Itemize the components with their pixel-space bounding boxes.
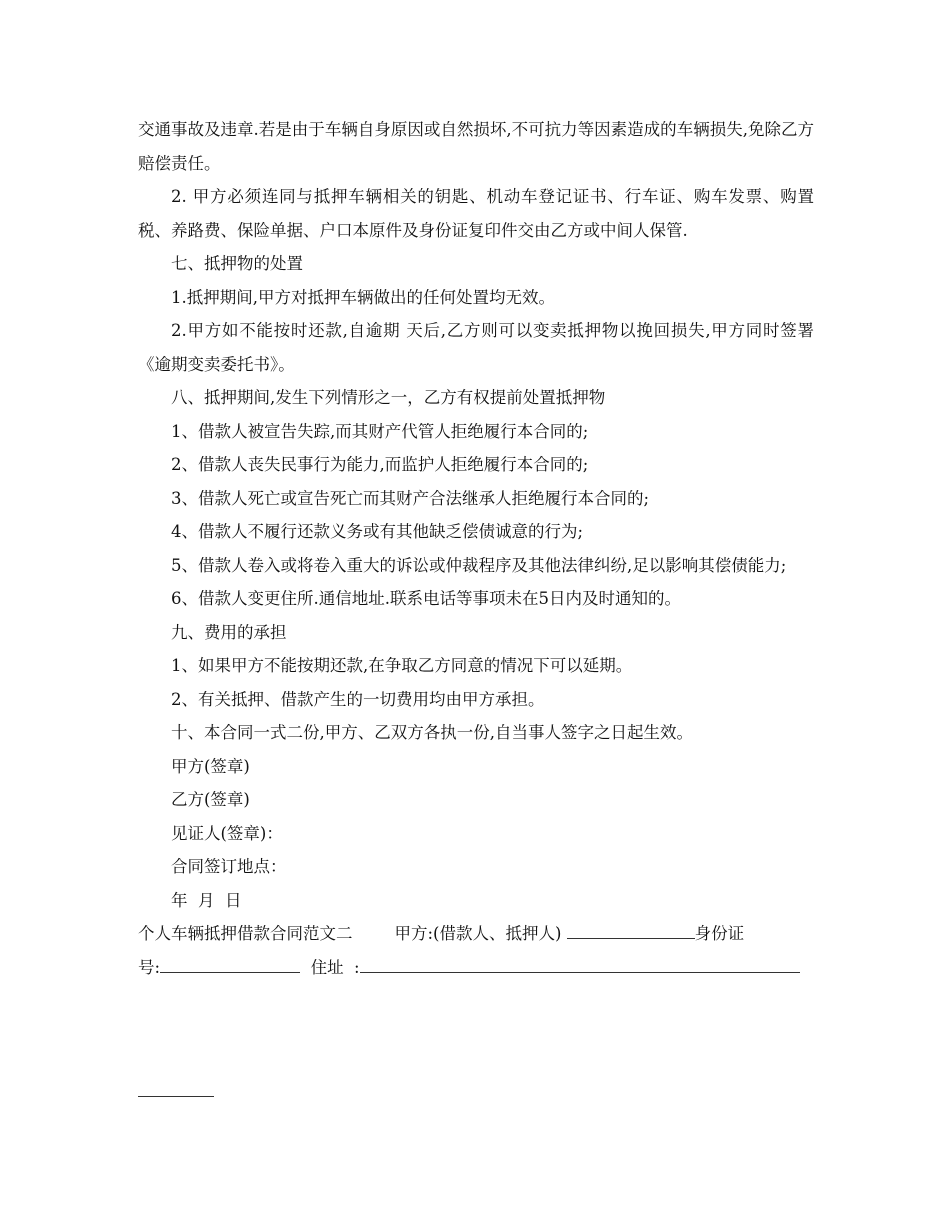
second-contract-title: 个人车辆抵押借款合同范文二 [138, 924, 353, 943]
paragraph-9-2: 2、有关抵押、借款产生的一切费用均由甲方承担。 [171, 689, 545, 709]
signing-location: 合同签订地点： [171, 857, 287, 876]
second-contract-id-line [138, 951, 814, 985]
party-a-label: 甲方:(借款人、抵押人) [394, 924, 562, 943]
address-label: 住址 : [310, 957, 360, 977]
signature-witness: 见证人(签章)： [171, 823, 283, 843]
address-blank-continuation [138, 1096, 214, 1097]
section-heading-9: 九、费用的承担 [171, 622, 287, 642]
signature-party-b: 乙方(签章) [171, 790, 250, 809]
address-blank [360, 952, 800, 973]
signing-date: 年 月 日 [171, 890, 242, 910]
paragraph-8-4: 4、借款人不履行还款义务或有其他缺乏偿债诚意的行为; [171, 522, 584, 541]
paragraph-item-2-documents: 2. 甲方必须连同与抵押车辆相关的钥匙、机动车登记证书、行车证、购车发票、购置税、养路费、保险单据、户口本原件及身份证复印件交由乙方或中间人保管. [138, 187, 814, 240]
signature-party-a: 甲方(签章) [171, 756, 250, 776]
section-heading-7: 七、抵押物的处置 [171, 254, 303, 273]
section-heading-8: 八、抵押期间,发生下列情形之一，乙方有权提前处置抵押物 [171, 388, 606, 407]
id-label-part1: 身份证 [694, 924, 745, 943]
paragraph-8-5: 5、借款人卷入或将卷入重大的诉讼或仲裁程序及其他法律纠纷,足以影响其偿债能力; [171, 555, 787, 575]
paragraph-8-1: 1、借款人被宣告失踪,而其财产代管人拒绝履行本合同的; [171, 421, 589, 441]
second-contract-header-line [138, 917, 814, 951]
contract-body [138, 113, 814, 984]
paragraph-loss-exemption: 交通事故及违章.若是由于车辆自身原因或自然损坏,不可抗力等因素造成的车辆损失,免除乙方赔偿责任。 [138, 120, 814, 173]
paragraph-7-1: 1.抵押期间,甲方对抵押车辆做出的任何处置均无效。 [171, 287, 555, 307]
paragraph-9-1: 1、如果甲方不能按期还款,在争取乙方同意的情况下可以延期。 [171, 656, 633, 675]
id-number-blank [160, 952, 300, 973]
party-a-name-blank [567, 918, 695, 939]
paragraph-8-2: 2、借款人丧失民事行为能力,而监护人拒绝履行本合同的; [171, 455, 589, 474]
id-label-part2: 号: [138, 957, 161, 977]
paragraph-8-3: 3、借款人死亡或宣告死亡而其财产合法继承人拒绝履行本合同的; [171, 488, 650, 508]
paragraph-8-6: 6、借款人变更住所.通信地址.联系电话等事项未在5日内及时通知的。 [171, 589, 681, 608]
paragraph-7-2: 2.甲方如不能按时还款,自逾期 天后,乙方则可以变卖抵押物以挽回损失,甲方同时签署《逾期变卖委托书》。 [138, 321, 814, 374]
section-heading-10: 十、本合同一式二份,甲方、乙双方各执一份,自当事人签字之日起生效。 [171, 723, 693, 742]
